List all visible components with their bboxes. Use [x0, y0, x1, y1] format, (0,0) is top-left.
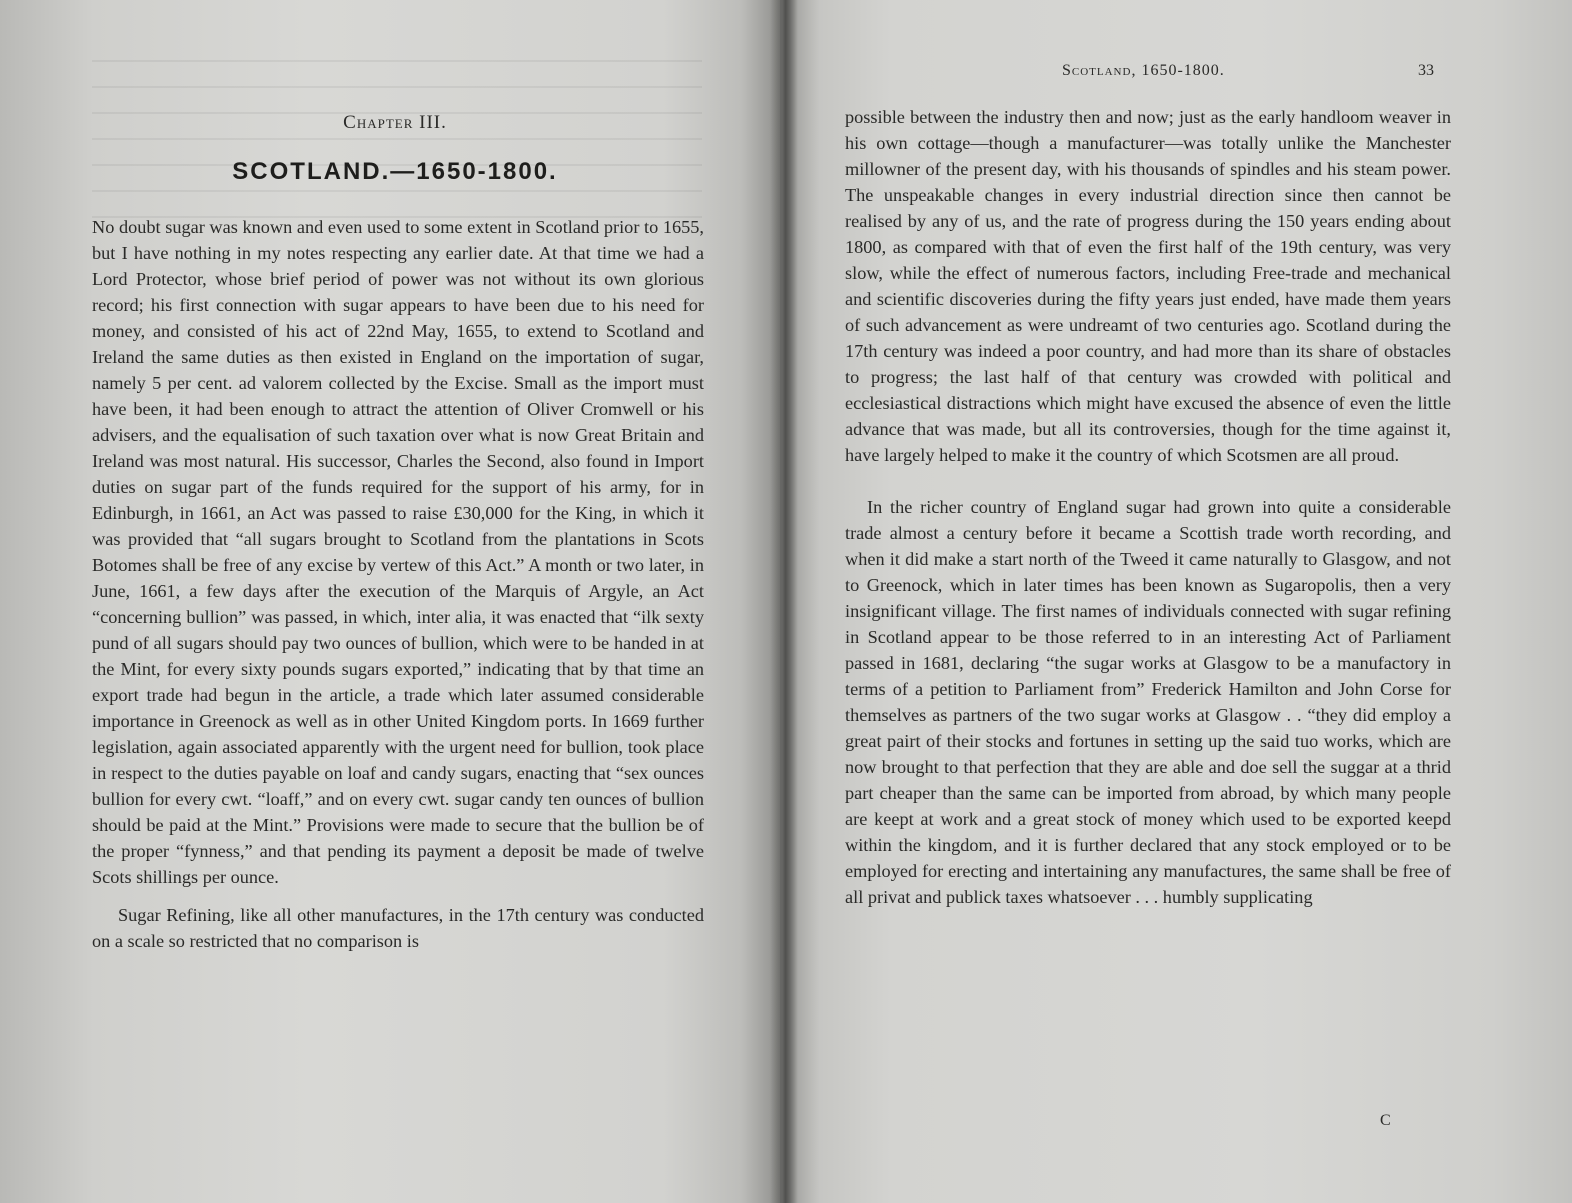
chapter-label: Chapter III. [343, 112, 447, 133]
paragraph: In the richer country of England sugar had grown into quite a considerable trade almost a century before it became a Scottish trade worth recording, and when it did make a start north of the Tweed it came naturally to Glasgow, and not to Greenock, which in later times has been known as Sugaropolis, then a very insignificant village. The first names of individuals connected with sugar refining in Scotland appear to be those referred to in an interesting Act of Parliament passed in 1681, declaring “the sugar works at Glasgow to be a manufactory in terms of a petition to Parliament from” Frederick Hamilton and John Corse for themselves as partners of the two sugar works at Glasgow . . “they did employ a great pairt of their stocks and fortunes in setting up the said tuo works, which are now brought to that perfection that they are able and doe sell the suggar at a thrid part cheaper than the same can be imported from abroad, by which many people are keept at work and a great stock of money which used to be exported keepd within the kingdom, and it is further declared that any stock employed or to be employed for erecting and intertaining any manufactures, the same shall be free of all privat and publick taxes whatsoever . . . humbly supplicating [845, 497, 1451, 907]
book-gutter [770, 0, 798, 1203]
signature-mark: C [1380, 1112, 1391, 1129]
paragraph: possible between the industry then and now; just as the early handloom weaver in his own cottage—though a manufacturer—was totally unlike the Manchester millowner of the present day, with his thousands of spindles and his steam power. The unspeakable changes in every industrial direction since then cannot be realised by any of us, and the rate of progress during the 150 years ending about 1800, as compared with that of even the first half of the 19th century, was very slow, while the effect of numerous factors, including Free-trade and mechanical and scientific discoveries during the fifty years just ended, have made them years of such advancement as were undreamt of two centuries ago. Scotland during the 17th century was indeed a poor country, and had more than its share of obstacles to progress; the last half of that century was crowded with political and ecclesiastical distractions which might have excused the absence of even the little advance that was made, but all its controversies, though for the time against it, have largely helped to make it the country of which Scotsmen are all proud. [845, 107, 1451, 465]
paragraph: No doubt sugar was known and even used to some extent in Scotland prior to 1655, but I have nothing in my notes respecting any earlier date. At that time we had a Lord Protector, whose brief period of power was not without its own glorious record; his first connection with sugar appears to have been due to his need for money, and consisted of his act of 22nd May, 1655, to extend to Scotland and Ireland the same duties as then existed in England on the importation of sugar, namely 5 per cent. ad valorem collected by the Excise. Small as the import must have been, it had been enough to attract the attention of Oliver Cromwell or his advisers, and the equalisation of such taxation over what is now Great Britain and Ireland was most natural. His successor, Charles the Second, also found in Import duties on sugar part of the funds required for the support of his army, for in Edinburgh, in 1661, an Act was passed to raise £30,000 for the King, in which it was provided that “all sugars brought to Scotland from the plantations in Scots Botomes shall be free of any excise by vertew of this Act.” A month or two later, in June, 1661, a few days after the execution of the Marquis of Argyle, an Act “concerning bullion” was passed, in which, inter alia, it was enacted that “ilk sexty pund of all sugars should pay two ounces of bullion, which were to be handed in at the Mint, for every sixty pounds sugars exported,” indicating that by that time an export trade had begun in the article, a trade which later assumed considerable importance in Greenock as well as in other United Kingdom ports. In 1669 further legislation, again associated apparently with the urgent need for bullion, took place in respect to the duties payable on loaf and candy sugars, enacting that “sex ounces bullion for every cwt. “loaff,” and on every cwt. sugar candy ten ounces of bullion should be paid at the Mint.” Provisions were made to secure that the bullion be of the proper “fynness,” and that pending its payment a deposit be made of twelve Scots shillings per ounce. [92, 217, 704, 887]
right-page-body [845, 104, 1451, 910]
chapter-title: SCOTLAND.—1650-1800. [232, 158, 558, 185]
right-page [780, 0, 1572, 1203]
left-page-body [92, 214, 704, 954]
left-page [0, 0, 780, 1203]
paragraph: Sugar Refining, like all other manufactures, in the 17th century was conducted on a scale so restricted that no comparison is [92, 905, 704, 951]
running-head: Scotland, 1650-1800. [1062, 62, 1225, 79]
page-number: 33 [1418, 62, 1434, 79]
show-through-bleed [92, 60, 702, 240]
